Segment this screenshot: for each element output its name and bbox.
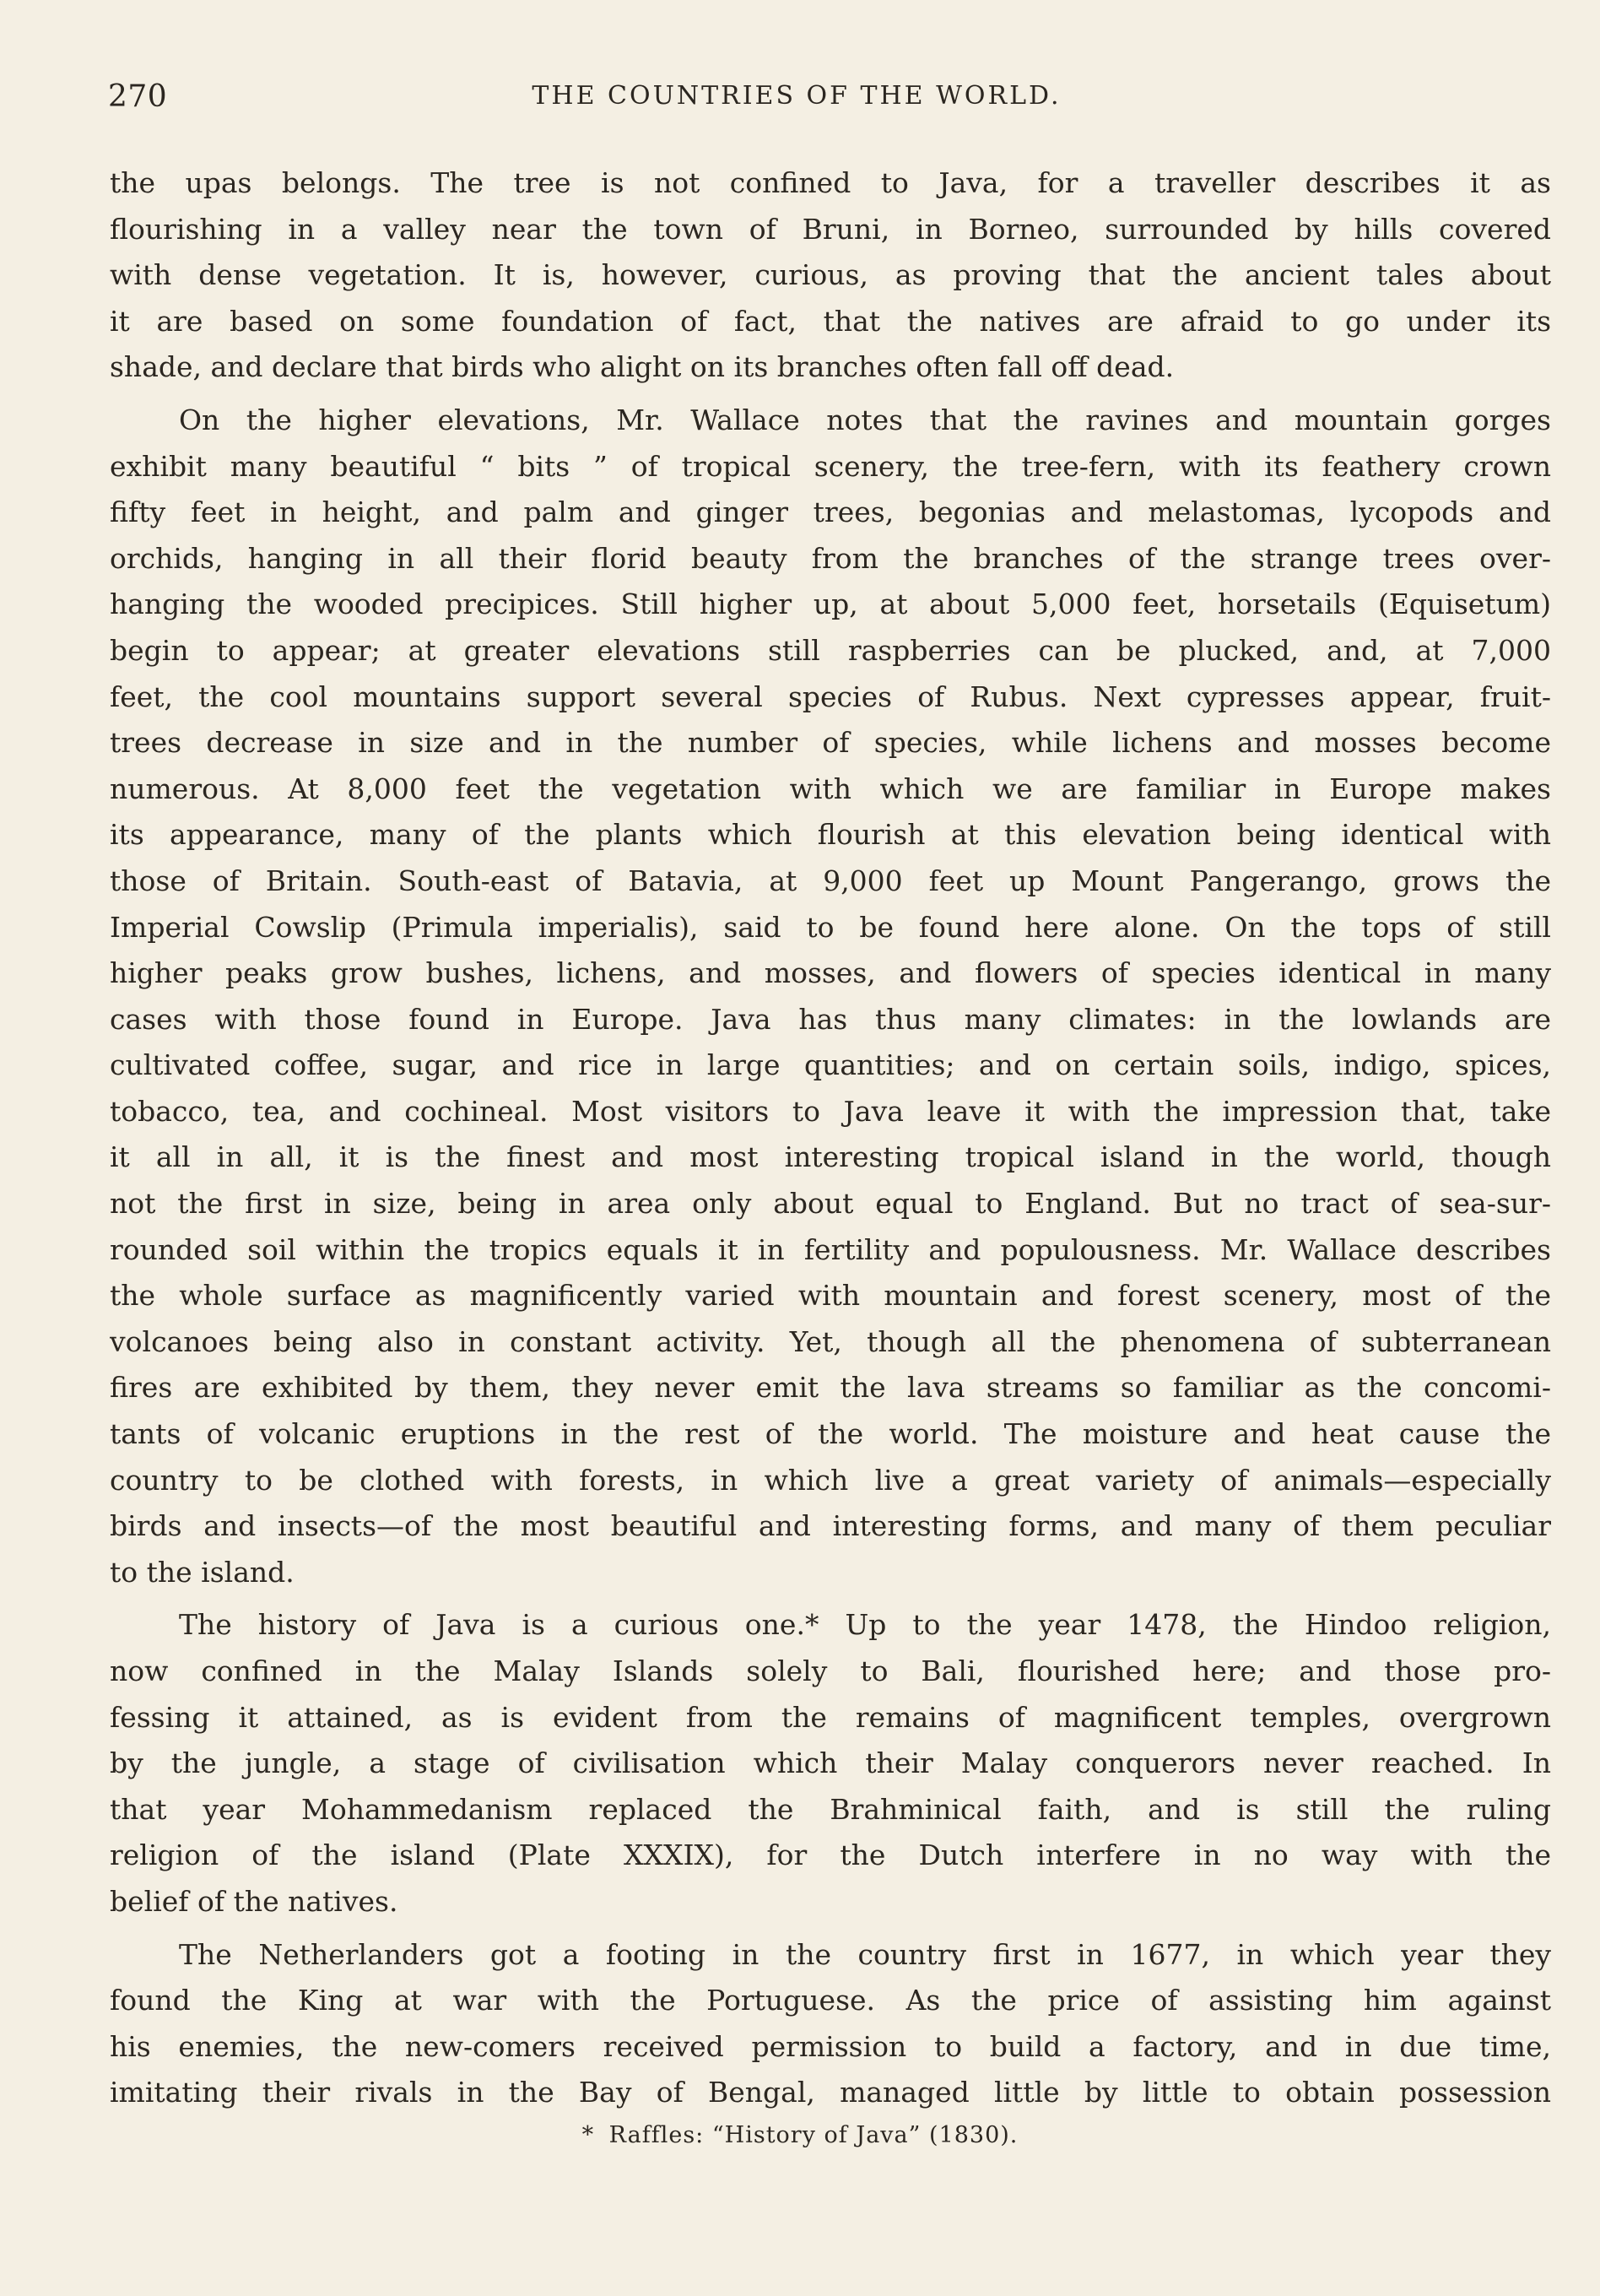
text-line: it are based on some foundation of fact, that the natives are afraid to go under its xyxy=(110,304,1551,338)
text-line: imitating their rivals in the Bay of Bengal, managed little by little to obtain possession xyxy=(110,2076,1551,2109)
text-line: higher peaks grow bushes, lichens, and mosses, and flowers of species identical in many xyxy=(110,956,1551,990)
paragraph-history-of-java xyxy=(110,1602,1551,1925)
text-line: that year Mohammedanism replaced the Brahminical faith, and is still the ruling xyxy=(110,1792,1551,1826)
paragraph-higher-elevations xyxy=(110,398,1551,1595)
footnote xyxy=(0,2122,1600,2148)
text-line: exhibit many beautiful “ bits ” of tropical scenery, the tree-fern, with its feathery crown xyxy=(110,449,1551,483)
text-line: his enemies, the new-comers received permission to build a factory, and in due time, xyxy=(110,2029,1551,2063)
text-line: flourishing in a valley near the town of Bruni, in Borneo, surrounded by hills covered xyxy=(110,212,1551,246)
text-line: rounded soil within the tropics equals it in fertility and populousness. Mr. Wallace describes xyxy=(110,1232,1551,1266)
text-line: its appearance, many of the plants which flourish at this elevation being identical with xyxy=(110,818,1551,852)
text-line: shade, and declare that birds who alight on its branches often fall off dead. xyxy=(110,350,1175,384)
text-line: begin to appear; at greater elevations still raspberries can be plucked, and, at 7,000 xyxy=(110,633,1551,667)
text-line: not the first in size, being in area only about equal to England. But no tract of sea-sur- xyxy=(110,1187,1551,1221)
text-line: The history of Java is a curious one.* Up to the year 1478, the Hindoo religion, xyxy=(179,1608,1551,1642)
text-line: those of Britain. South-east of Batavia, at 9,000 feet up Mount Pangerango, grows the xyxy=(110,864,1551,897)
text-line: religion of the island (Plate XXXIX), for the Dutch interfere in no way with the xyxy=(110,1838,1551,1872)
text-line: birds and insects—of the most beautiful and interesting forms, and many of them peculiar xyxy=(110,1509,1551,1543)
text-line: country to be clothed with forests, in which live a great variety of animals—especially xyxy=(110,1463,1551,1497)
text-line: hanging the wooded precipices. Still higher up, at about 5,000 feet, horsetails (Equisetum) xyxy=(110,588,1551,621)
text-line: On the higher elevations, Mr. Wallace notes that the ravines and mountain gorges xyxy=(179,403,1551,436)
text-line: volcanoes being also in constant activity. Yet, though all the phenomena of subterranean xyxy=(110,1324,1551,1358)
text-line: tobacco, tea, and cochineal. Most visitors to Java leave it with the impression that, take xyxy=(110,1094,1551,1128)
text-line: fifty feet in height, and palm and ginger trees, begonias and melastomas, lycopods and xyxy=(110,495,1551,529)
text-line: by the jungle, a stage of civilisation which their Malay conquerors never reached. In xyxy=(110,1746,1551,1780)
text-line: the whole surface as magnificently varied with mountain and forest scenery, most of the xyxy=(110,1279,1551,1313)
body-text xyxy=(110,160,1551,2123)
text-line: tants of volcanic eruptions in the rest of the world. The moisture and heat cause the xyxy=(110,1417,1551,1451)
text-line: The Netherlanders got a footing in the country first in 1677, in which year they xyxy=(179,1937,1551,1971)
running-title: THE COUNTRIES OF THE WORLD. xyxy=(532,81,1062,111)
text-line: trees decrease in size and in the number of species, while lichens and mosses become xyxy=(110,726,1551,760)
text-line: cultivated coffee, sugar, and rice in large quantities; and on certain soils, indigo, spices, xyxy=(110,1048,1551,1082)
text-line: cases with those found in Europe. Java has thus many climates: in the lowlands are xyxy=(110,1002,1551,1036)
paragraph-netherlanders xyxy=(110,1932,1551,2116)
text-line: feet, the cool mountains support several species of Rubus. Next cypresses appear, fruit- xyxy=(110,680,1551,713)
text-line: found the King at war with the Portuguese. As the price of assisting him against xyxy=(110,1984,1551,2017)
paragraph-upas-tree xyxy=(110,160,1551,391)
text-line: fessing it attained, as is evident from the remains of magnificent temples, overgrown xyxy=(110,1700,1551,1734)
text-line: it all in all, it is the finest and most interesting tropical island in the world, though xyxy=(110,1140,1551,1174)
text-line: fires are exhibited by them, they never emit the lava streams so familiar as the concomi- xyxy=(110,1371,1551,1405)
footnote-text: Raffles: “History of Java” (1830). xyxy=(608,2122,1019,2148)
page-number: 270 xyxy=(108,79,168,114)
text-line: Imperial Cowslip (Primula imperialis), said to be found here alone. On the tops of still xyxy=(110,910,1551,944)
text-line: numerous. At 8,000 feet the vegetation with which we are familiar in Europe makes xyxy=(110,772,1551,805)
text-line: the upas belongs. The tree is not confined to Java, for a traveller describes it as xyxy=(110,166,1551,199)
footnote-mark: * xyxy=(581,2122,595,2148)
text-line: now confined in the Malay Islands solely to Bali, flourished here; and those pro- xyxy=(110,1654,1551,1687)
text-line: orchids, hanging in all their florid beauty from the branches of the strange trees over- xyxy=(110,541,1551,575)
page-header xyxy=(108,79,1485,122)
text-line: belief of the natives. xyxy=(110,1884,398,1918)
text-line: to the island. xyxy=(110,1555,295,1589)
text-line: with dense vegetation. It is, however, curious, as proving that the ancient tales about xyxy=(110,258,1551,292)
